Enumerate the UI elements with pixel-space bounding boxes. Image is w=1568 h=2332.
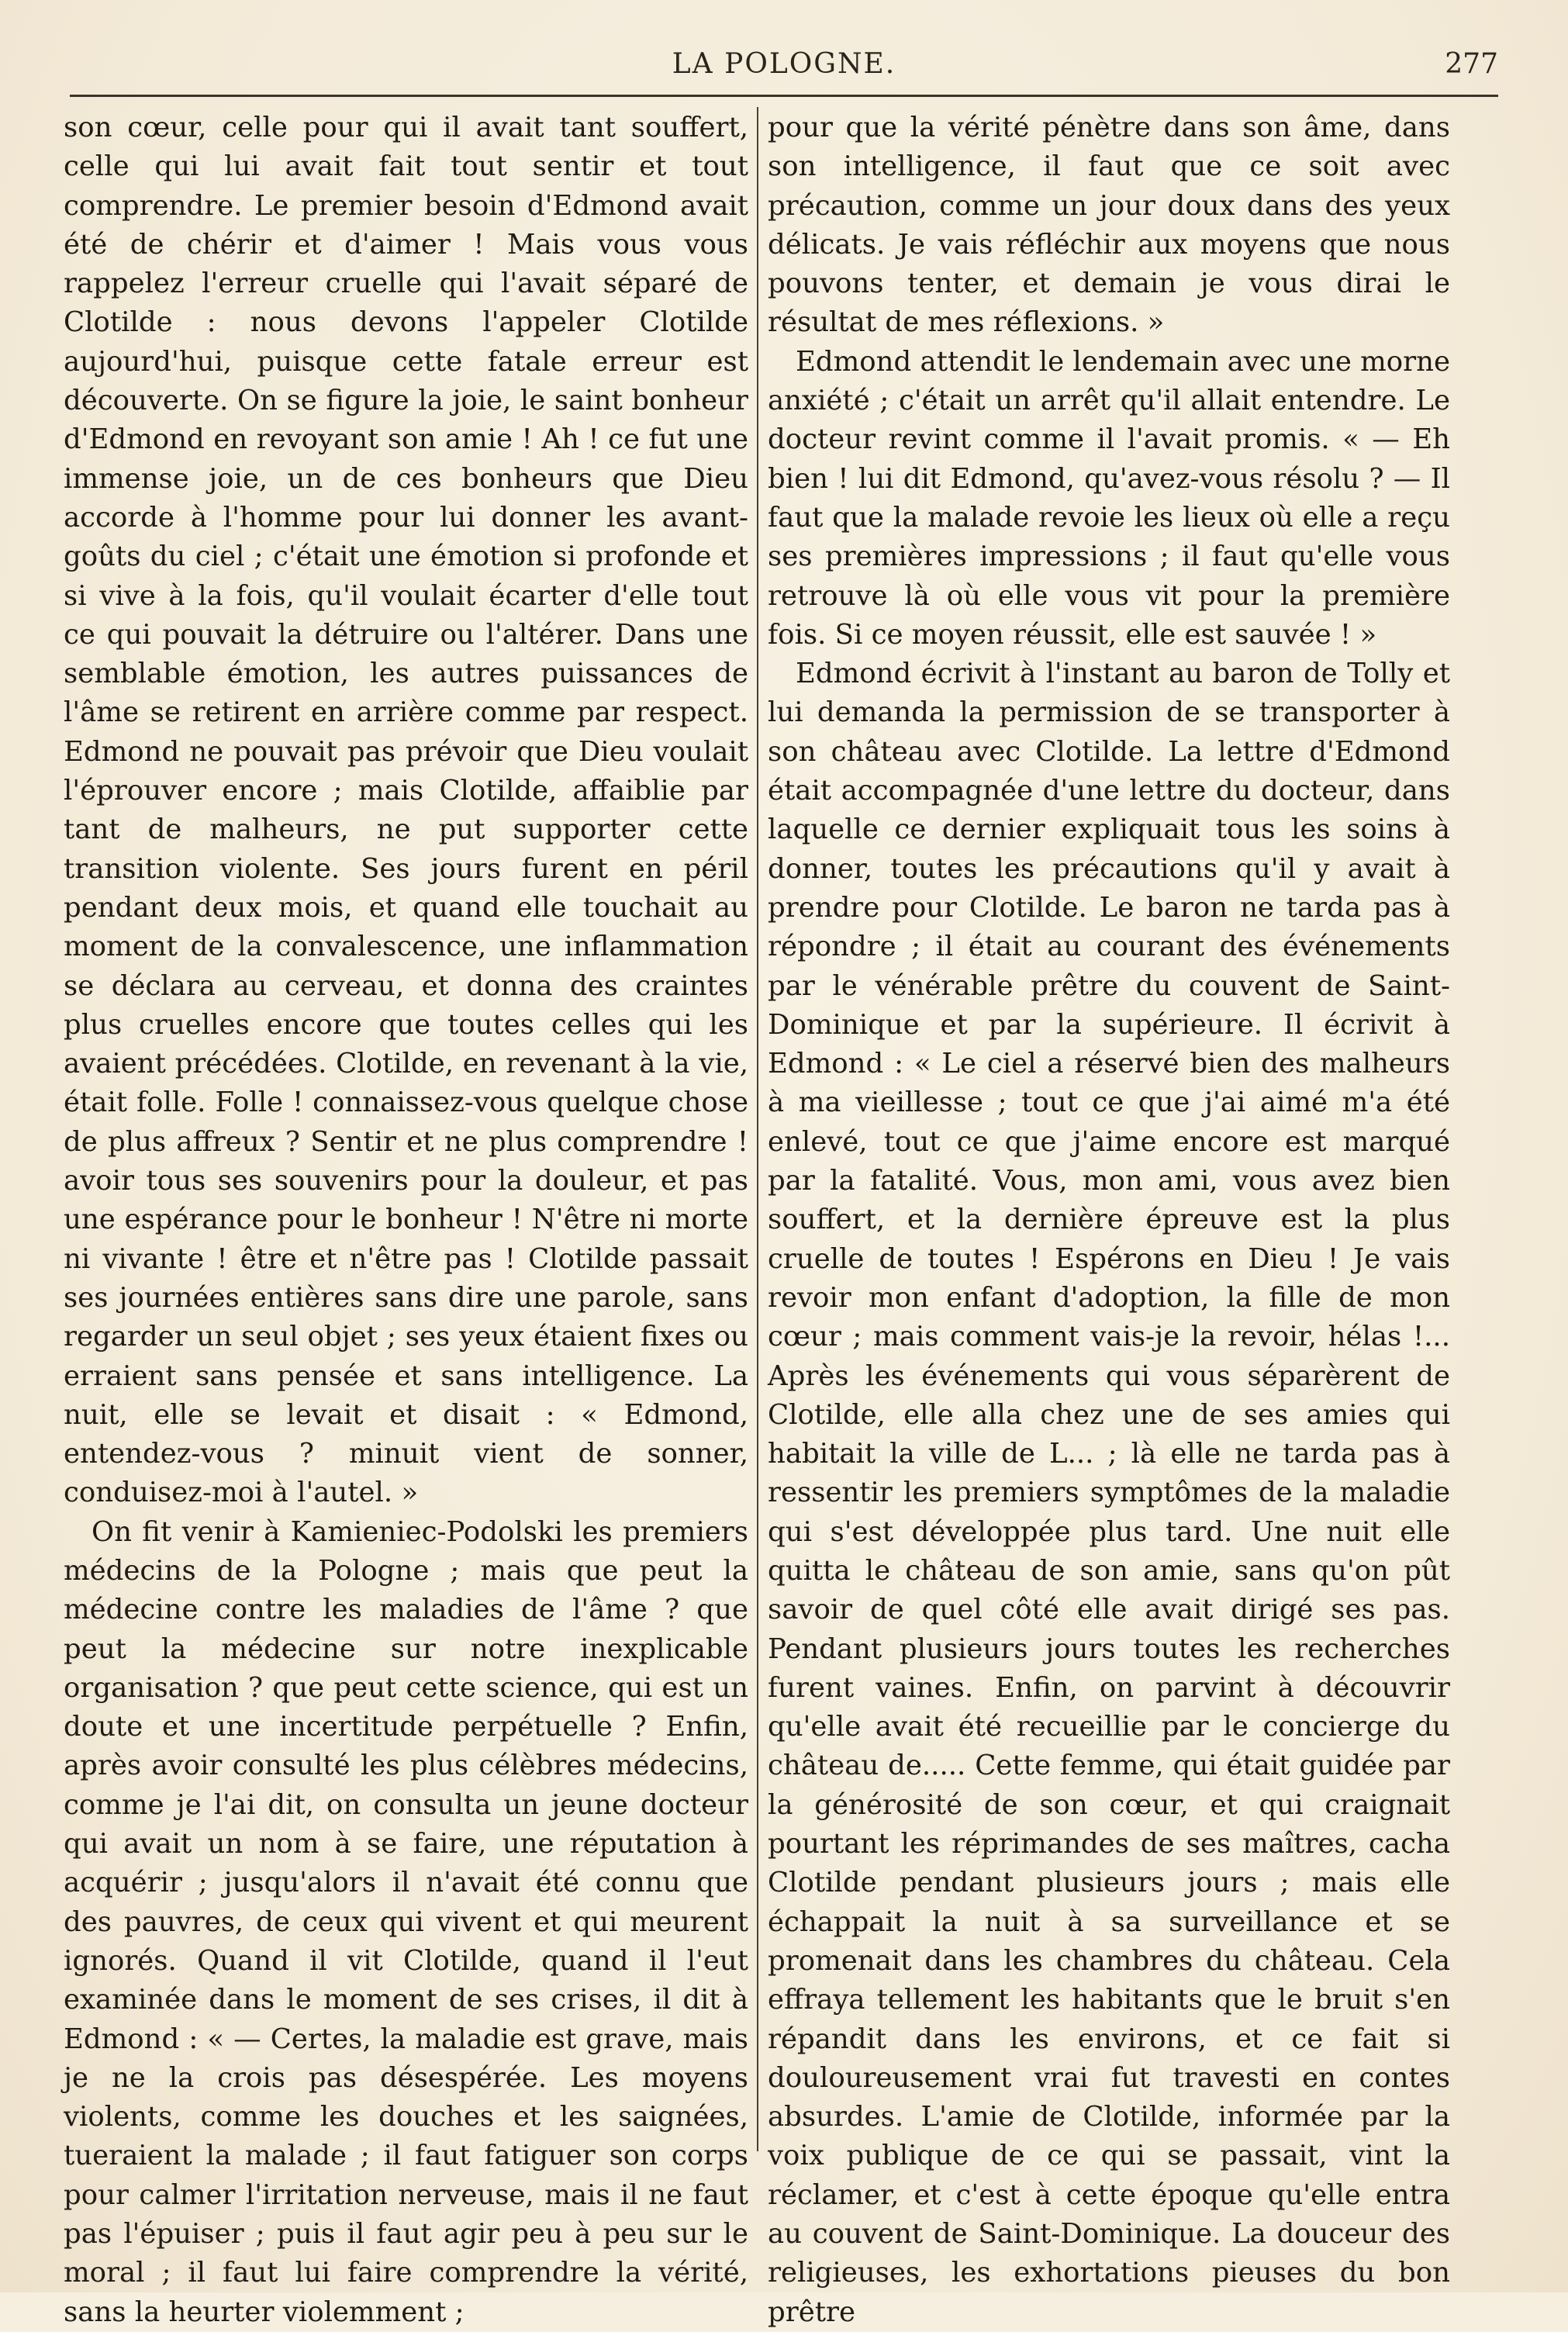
running-title: LA POLOGNE. xyxy=(672,48,896,80)
running-head xyxy=(0,48,1568,95)
left-paragraph-1: son cœur, celle pour qui il avait tant souffert, celle qui lui avait fait tout sentir et tout comprendre. Le premier besoin d'Edmond avait été de chérir et d'aimer ! Mais vous vous rappelez l'erreur cruelle qui l'avait séparé de Clotilde : nous devons l'appeler Clotilde aujourd'hui, puisque cette fatale erreur est découverte. On se figure la joie, le saint bonheur d'Edmond en revoyant son amie ! Ah ! ce fut une immense joie, un de ces bonheurs que Dieu accorde à l'homme pour lui donner les avant-goûts du ciel ; c'était une émotion si profonde et si vive à la fois, qu'il voulait écarter d'elle tout ce qui pouvait la détruire ou l'altérer. Dans une semblable émotion, les autres puissances de l'âme se retirent en arrière comme par respect. Edmond ne pouvait pas prévoir que Dieu voulait l'éprouver encore ; mais Clotilde, affaiblie par tant de malheurs, ne put supporter cette transition violente. Ses jours furent en péril pendant deux mois, et quand elle touchait au moment de la convalescence, une inflammation se déclara au cerveau, et donna des craintes plus cruelles encore que toutes celles qui les avaient précédées. Clotilde, en revenant à la vie, était folle. Folle ! connaissez-vous quelque chose de plus affreux ? Sentir et ne plus comprendre ! avoir tous ses souvenirs pour la douleur, et pas une espérance pour le bonheur ! N'être ni morte ni vivante ! être et n'être pas ! Clotilde passait ses journées entières sans dire une parole, sans regarder un seul objet ; ses yeux étaient fixes ou erraient sans pensée et sans intelligence. La nuit, elle se levait et disait : « Edmond, entendez-vous ? minuit vient de sonner, conduisez-moi à l'autel. » xyxy=(64,112,748,1509)
right-paragraph-3: Edmond écrivit à l'instant au baron de Tolly et lui demanda la permission de se transporter à son château avec Clotilde. La lettre d'Edmond était accompagnée d'une lettre du docteur, dans laquelle ce dernier expliquait tous les soins à donner, toutes les précautions qu'il y avait à prendre pour Clotilde. Le baron ne tarda pas à répondre ; il était au courant des événements par le vénérable prêtre du couvent de Saint-Dominique et par la supérieure. Il écrivit à Edmond : « Le ciel a réservé bien des malheurs à ma vieillesse ; tout ce que j'ai aimé m'a été enlevé, tout ce que j'aime encore est marqué par la fatalité. Vous, mon ami, vous avez bien souffert, et la dernière épreuve est la plus cruelle de toutes ! Espérons en Dieu ! Je vais revoir mon enfant d'adoption, la fille de mon cœur ; mais comment vais-je la revoir, hélas !... Après les événements qui vous séparèrent de Clotilde, elle alla chez une de ses amies qui habitait la ville de L... ; là elle ne tarda pas à ressentir les premiers symptômes de la maladie qui s'est développée plus tard. Une nuit elle quitta le château de son amie, sans qu'on pût savoir de quel côté elle avait dirigé ses pas. Pendant plusieurs jours toutes les recherches furent vaines. Enfin, on parvint à découvrir qu'elle avait été recueillie par le concierge du château de..... Cette femme, qui était guidée par la générosité de son cœur, et qui craignait pourtant les réprimandes de ses maîtres, cacha Clotilde pendant plusieurs jours ; mais elle échappait la nuit à sa surveillance et se promenait dans les chambres du château. Cela effraya tellement les habitants que le bruit s'en répandit dans les environs, et ce fait si douloureusement vrai fut travesti en contes absurdes. L'amie de Clotilde, informée par la voix publique de ce qui se passait, vint la réclamer, et c'est à cette époque qu'elle entra au couvent de Saint-Dominique. La douceur des religieuses, les exhortations pieuses du bon prêtre xyxy=(768,658,1450,2328)
left-column xyxy=(64,109,748,2332)
right-paragraph-1: pour que la vérité pénètre dans son âme, dans son intelligence, il faut que ce soit avec précaution, comme un jour doux dans des yeux délicats. Je vais réfléchir aux moyens que nous pouvons tenter, et demain je vous dirai le résultat de mes réflexions. » xyxy=(768,112,1450,339)
right-paragraph-2: Edmond attendit le lendemain avec une morne anxiété ; c'était un arrêt qu'il allait entendre. Le docteur revint comme il l'avait promis. « — Eh bien ! lui dit Edmond, qu'avez-vous résolu ? — Il faut que la malade revoie les lieux où elle a reçu ses premières impressions ; il faut qu'elle vous retrouve là où elle vous vit pour la première fois. Si ce moyen réussit, elle est sauvée ! » xyxy=(768,345,1450,651)
right-column xyxy=(768,109,1450,2332)
column-divider xyxy=(757,107,758,2151)
header-rule xyxy=(70,95,1498,97)
left-paragraph-2: On fit venir à Kamieniec-Podolski les premiers médecins de la Pologne ; mais que peut la médecine contre les maladies de l'âme ? que peut la médecine sur notre inexplicable organisation ? que peut cette science, qui est un doute et une incertitude perpétuelle ? Enfin, après avoir consulté les plus célèbres médecins, comme je l'ai dit, on consulta un jeune docteur qui avait un nom à se faire, une réputation à acquérir ; jusqu'alors il n'avait été connu que des pauvres, de ceux qui vivent et qui meurent ignorés. Quand il vit Clotilde, quand il l'eut examinée dans le moment de ses crises, il dit à Edmond : « — Certes, la maladie est grave, mais je ne la crois pas désespérée. Les moyens violents, comme les douches et les saignées, tueraient la malade ; il faut fatiguer son corps pour calmer l'irritation nerveuse, mais il ne faut pas l'épuiser ; puis il faut agir peu à peu sur le moral ; il faut lui faire comprendre la vérité, sans la heurter violemment ; xyxy=(64,1515,748,2328)
page-number: 277 xyxy=(1445,48,1498,80)
